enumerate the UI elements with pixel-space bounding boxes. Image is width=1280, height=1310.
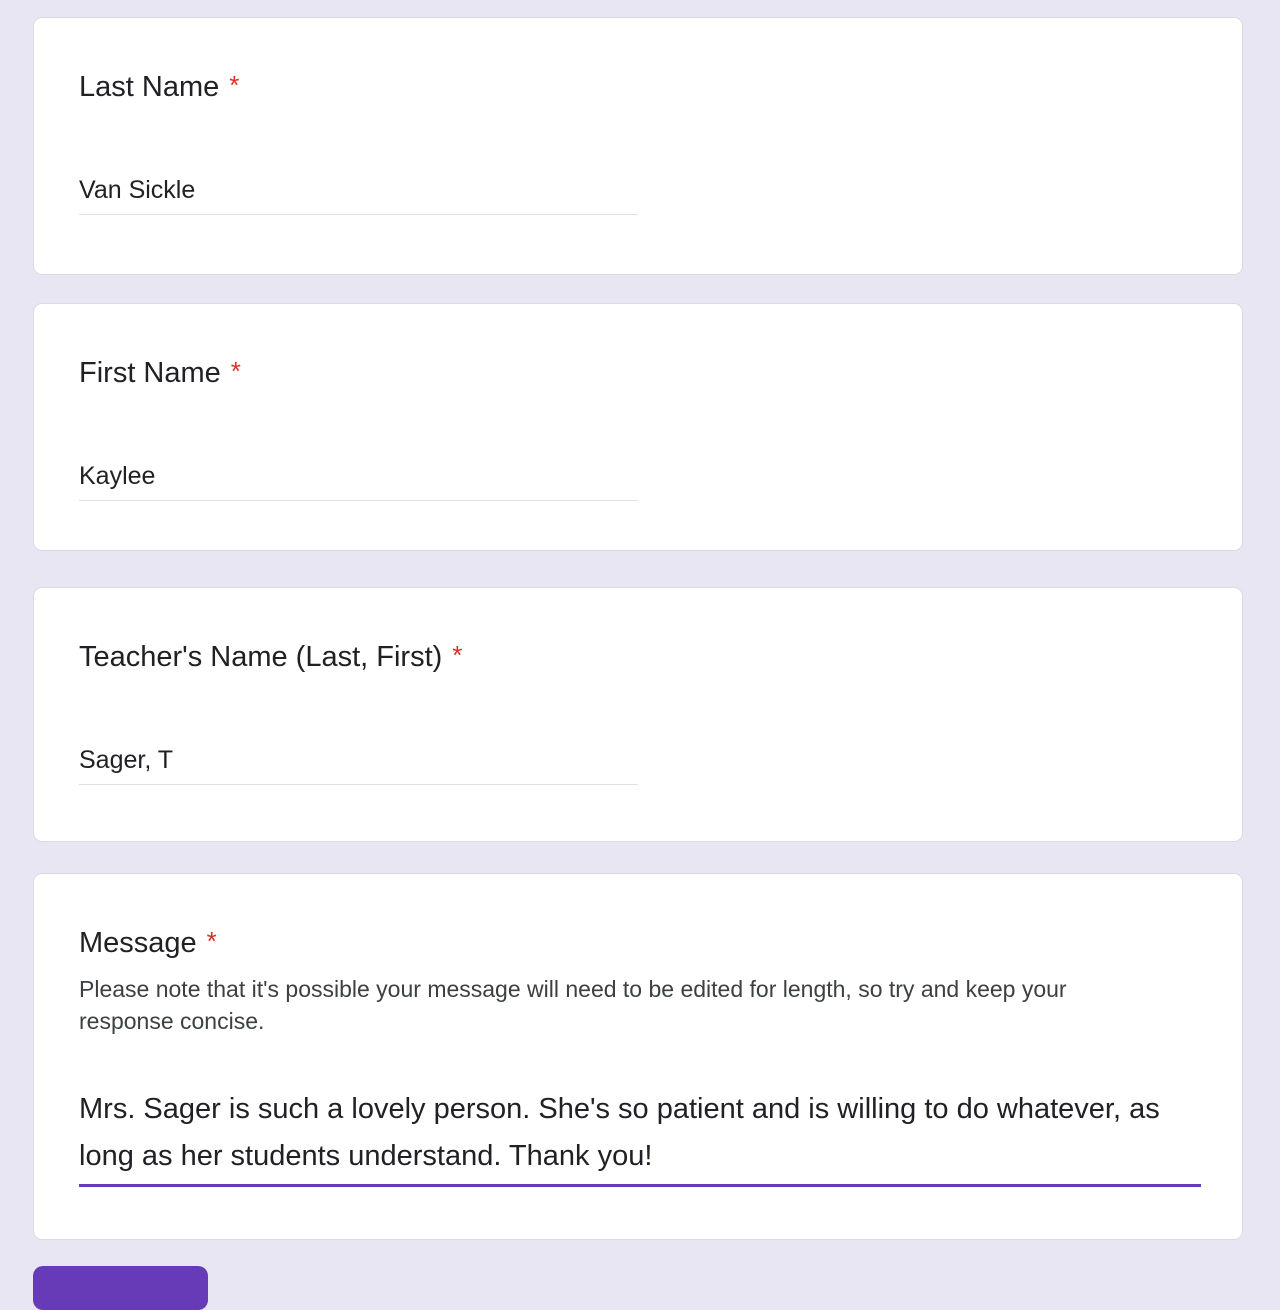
required-asterisk: * xyxy=(230,356,241,386)
question-card-first-name xyxy=(33,303,1243,551)
question-card-teacher-name xyxy=(33,587,1243,842)
message-value: Mrs. Sager is such a lovely person. She's so patient and is willing to do whatever, as long as her students understand. Thank you! xyxy=(79,1093,1160,1172)
required-asterisk: * xyxy=(452,640,463,670)
question-description: Please note that it's possible your message will need to be edited for length, so try and keep your response concise. xyxy=(79,976,1067,1034)
question-label-text: First Name xyxy=(79,357,221,389)
question-label xyxy=(79,638,462,676)
first-name-value: Kaylee xyxy=(79,462,156,490)
question-label xyxy=(79,924,217,962)
submit-button[interactable] xyxy=(33,1266,208,1310)
question-label-text: Message xyxy=(79,927,197,959)
question-label xyxy=(79,68,239,106)
question-label-text: Last Name xyxy=(79,71,220,103)
message-input[interactable] xyxy=(79,1086,1201,1187)
teacher-name-input[interactable] xyxy=(79,744,638,785)
required-asterisk: * xyxy=(206,926,217,956)
last-name-value: Van Sickle xyxy=(79,176,196,204)
question-card-message xyxy=(33,873,1243,1240)
question-label xyxy=(79,354,241,392)
first-name-input[interactable] xyxy=(79,460,638,501)
required-asterisk: * xyxy=(229,70,240,100)
question-card-last-name xyxy=(33,17,1243,275)
teacher-name-value: Sager, T xyxy=(79,746,174,774)
question-label-text: Teacher's Name (Last, First) xyxy=(79,641,443,673)
last-name-input[interactable] xyxy=(79,174,638,215)
